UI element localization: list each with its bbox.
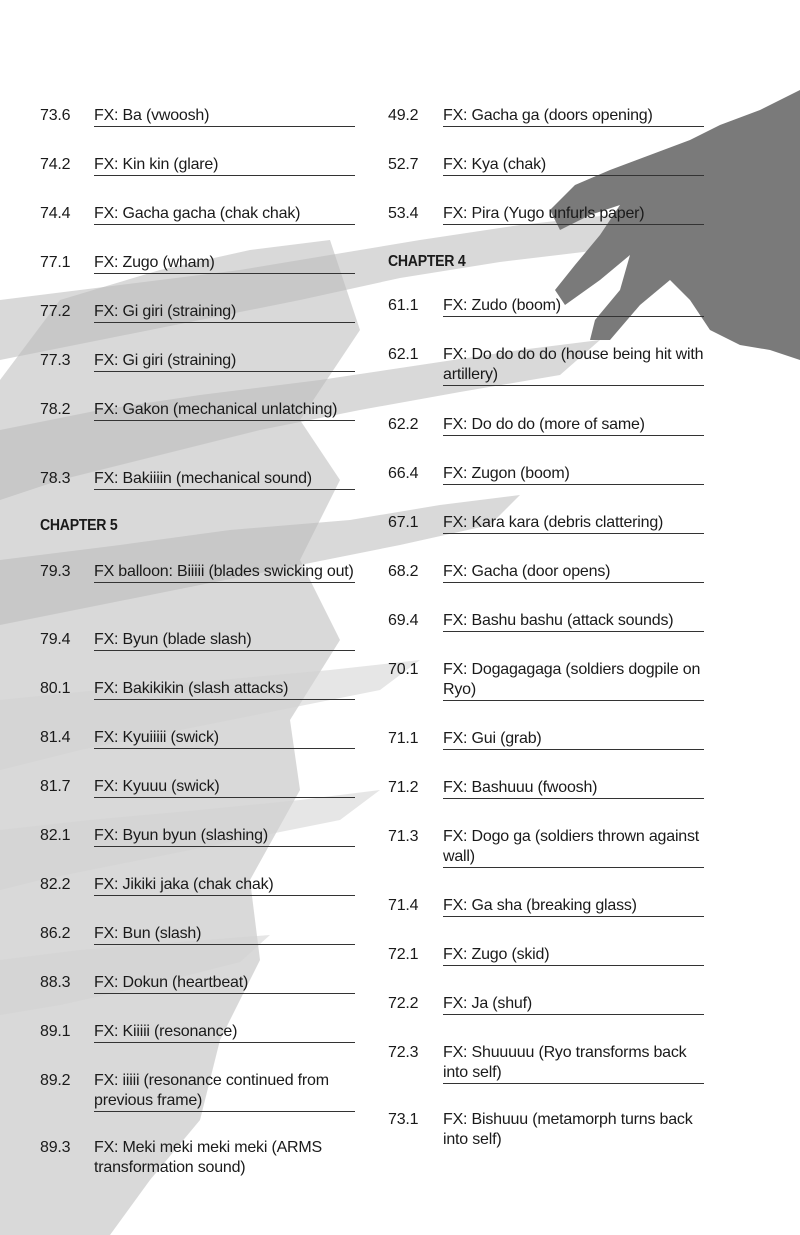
- page-panel-number: 61.1: [388, 297, 419, 314]
- fx-translation: FX: Bishuuu (metamorph turns back into self): [443, 1111, 693, 1148]
- page-panel-number: 71.3: [388, 828, 419, 845]
- fx-translation: FX balloon: Biiiii (blades swicking out): [94, 562, 355, 583]
- page-panel-number: 82.2: [40, 876, 71, 893]
- page-panel-number: 79.4: [40, 631, 71, 648]
- fx-translation: FX: Bashuuu (fwoosh): [443, 778, 704, 799]
- fx-translation: FX: Gi giri (straining): [94, 351, 355, 372]
- page-panel-number: 86.2: [40, 925, 71, 942]
- fx-translation: FX: Bakiiiin (mechanical sound): [94, 469, 355, 490]
- page-panel-number: 74.2: [40, 156, 71, 173]
- page-panel-number: 71.4: [388, 897, 419, 914]
- page-panel-number: 69.4: [388, 612, 419, 629]
- fx-translation: FX: Kyuuu (swick): [94, 777, 355, 798]
- page-panel-number: 82.1: [40, 827, 71, 844]
- fx-translation: FX: Bakikikin (slash attacks): [94, 679, 355, 700]
- page-panel-number: 89.1: [40, 1023, 71, 1040]
- fx-translation: FX: Bun (slash): [94, 924, 355, 945]
- page-panel-number: 78.2: [40, 401, 71, 418]
- page-panel-number: 88.3: [40, 974, 71, 991]
- fx-translation: FX: Meki meki meki meki (ARMS transformation sound): [94, 1139, 322, 1176]
- page-panel-number: 67.1: [388, 514, 419, 531]
- page-panel-number: 73.1: [388, 1111, 419, 1128]
- fx-translation: FX: Dokun (heartbeat): [94, 973, 355, 994]
- page-panel-number: 89.2: [40, 1072, 71, 1089]
- fx-translation: FX: Byun byun (slashing): [94, 826, 355, 847]
- fx-translation: FX: Zugo (skid): [443, 945, 704, 966]
- page-panel-number: 80.1: [40, 680, 71, 697]
- fx-translation: FX: Zugon (boom): [443, 464, 704, 485]
- fx-translation: FX: Ba (vwoosh): [94, 106, 355, 127]
- fx-translation: FX: Kin kin (glare): [94, 155, 355, 176]
- fx-translation: FX: Kya (chak): [443, 155, 704, 176]
- page-panel-number: 72.2: [388, 995, 419, 1012]
- page-panel-number: 49.2: [388, 107, 419, 124]
- fx-translation: FX: Gacha gacha (chak chak): [94, 204, 355, 225]
- page-panel-number: 74.4: [40, 205, 71, 222]
- fx-translation: FX: Shuuuuu (Ryo transforms back into self): [443, 1043, 704, 1084]
- fx-translation: FX: Do do do do (house being hit with artillery): [443, 345, 704, 386]
- fx-translation: FX: Bashu bashu (attack sounds): [443, 611, 704, 632]
- page-panel-number: 71.1: [388, 730, 419, 747]
- fx-translation: FX: Ja (shuf): [443, 994, 704, 1015]
- fx-translation: FX: Zugo (wham): [94, 253, 355, 274]
- fx-translation: FX: Gui (grab): [443, 729, 704, 750]
- page-panel-number: 77.1: [40, 254, 71, 271]
- fx-translation: FX: Zudo (boom): [443, 296, 704, 317]
- page-panel-number: 52.7: [388, 156, 419, 173]
- fx-translation: FX: Ga sha (breaking glass): [443, 896, 704, 917]
- page-panel-number: 62.2: [388, 416, 419, 433]
- page-panel-number: 73.6: [40, 107, 71, 124]
- page-panel-number: 70.1: [388, 661, 419, 678]
- page-panel-number: 79.3: [40, 563, 71, 580]
- page-panel-number: 66.4: [388, 465, 419, 482]
- fx-translation: FX: Kiiiii (resonance): [94, 1022, 355, 1043]
- page-panel-number: 71.2: [388, 779, 419, 796]
- page-panel-number: 77.2: [40, 303, 71, 320]
- page-panel-number: 78.3: [40, 470, 71, 487]
- fx-translation: FX: Gi giri (straining): [94, 302, 355, 323]
- fx-translation: FX: Pira (Yugo unfurls paper): [443, 204, 704, 225]
- page-panel-number: 81.7: [40, 778, 71, 795]
- fx-translation: FX: Jikiki jaka (chak chak): [94, 875, 355, 896]
- fx-translation: FX: Kyuiiiii (swick): [94, 728, 355, 749]
- fx-translation: FX: Gacha ga (doors opening): [443, 106, 704, 127]
- fx-translation: FX: Gacha (door opens): [443, 562, 704, 583]
- chapter-heading: CHAPTER 4: [388, 253, 466, 270]
- page-panel-number: 89.3: [40, 1139, 71, 1156]
- fx-translation: FX: Do do do (more of same): [443, 415, 704, 436]
- page-panel-number: 72.1: [388, 946, 419, 963]
- page-panel-number: 72.3: [388, 1044, 419, 1061]
- fx-translation: FX: iiiii (resonance continued from previous frame): [94, 1071, 355, 1112]
- fx-translation: FX: Byun (blade slash): [94, 630, 355, 651]
- fx-translation: FX: Dogagagaga (soldiers dogpile on Ryo): [443, 660, 704, 701]
- page-panel-number: 77.3: [40, 352, 71, 369]
- page-panel-number: 62.1: [388, 346, 419, 363]
- page-panel-number: 81.4: [40, 729, 71, 746]
- fx-translation: FX: Gakon (mechanical unlatching): [94, 400, 355, 421]
- chapter-heading: CHAPTER 5: [40, 517, 118, 534]
- fx-translation: FX: Kara kara (debris clattering): [443, 513, 704, 534]
- page-panel-number: 68.2: [388, 563, 419, 580]
- page-panel-number: 53.4: [388, 205, 419, 222]
- fx-translation: FX: Dogo ga (soldiers thrown against wall): [443, 827, 704, 868]
